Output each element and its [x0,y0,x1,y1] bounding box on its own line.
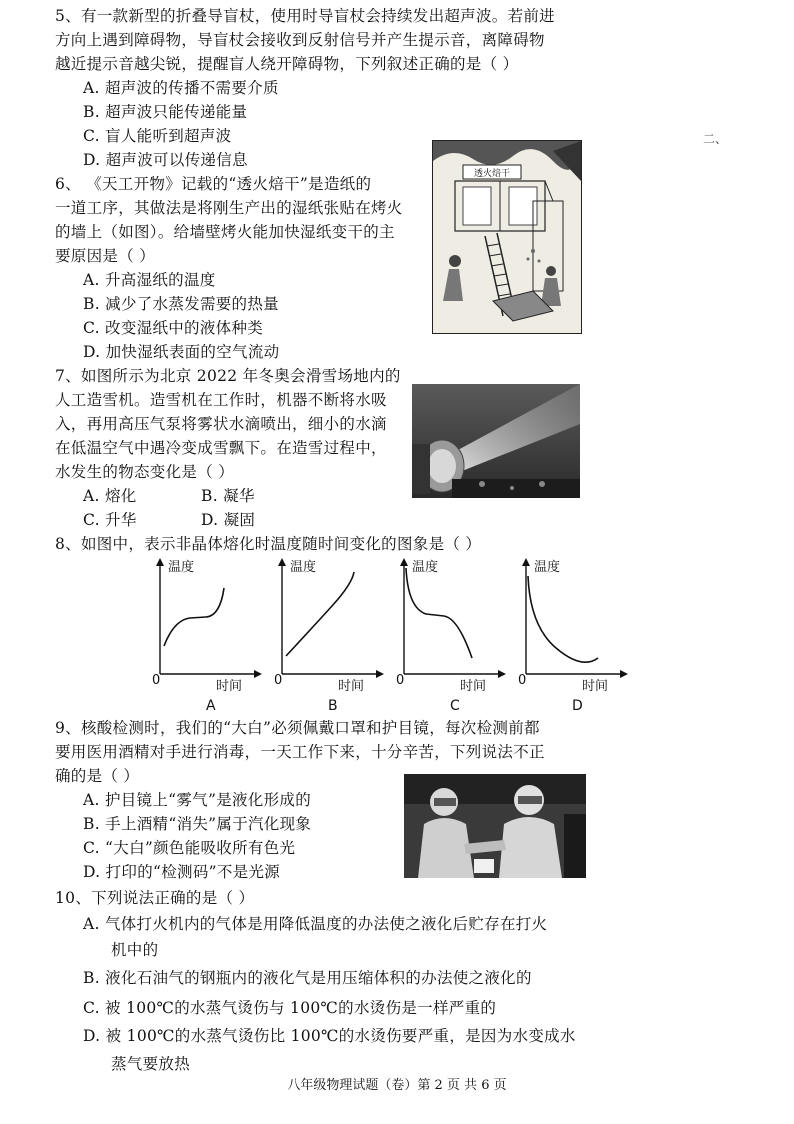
question-6 [55,172,403,364]
origin-label: 0 [396,673,405,688]
graph-c [396,558,506,714]
q7-line: 7、如图所示为北京 2022 年冬奥会滑雪场地内的 [55,367,401,385]
q7-line: 入，再用高压气泵将雾状水滴喷出，细小的水滴 [55,415,387,433]
curve [286,572,354,656]
q5-line: 方向上遇到障碍物，导盲杖会接收到反射信号并产生提示音，离障碍物 [55,31,545,49]
q9-option-a: A. 护目镜上“雾气”是液化形成的 [83,791,311,809]
graph-b [274,558,384,714]
x-axis-label: 时间 [216,679,243,694]
curve [406,568,472,658]
graph-letter: A [206,698,216,714]
q6-line: 要原因是（ ） [55,247,156,265]
x-axis-arrow [498,670,506,678]
q5-option-a: A. 超声波的传播不需要介质 [83,79,279,97]
curve [164,588,224,646]
q9-option-d: D. 打印的“检测码”不是光源 [83,863,281,881]
graph-letter: D [572,698,583,714]
origin-label: 0 [274,673,283,688]
origin-label: 0 [518,673,527,688]
snow-machine-photo [412,384,580,498]
q6-line: 的墙上（如图）。给墙壁烤火能加快湿纸变干的主 [55,223,395,241]
q10-option-d-cont: 蒸气要放热 [111,1055,191,1073]
x-axis-arrow [376,670,384,678]
q5-option-c: C. 盲人能听到超声波 [83,127,232,145]
origin-label: 0 [152,673,161,688]
q10-line: 10、下列说法正确的是（ ） [55,889,255,907]
question-10 [55,884,576,1078]
x-axis-arrow [620,670,628,678]
medical-workers-photo [404,774,586,878]
x-axis-label: 时间 [338,679,365,694]
q6-line: 一道工序，其做法是将刚生产出的湿纸张贴在烤火 [55,199,403,217]
papermaking-illustration [432,140,582,334]
y-axis-label: 温度 [290,560,317,575]
q10-option-b: B. 液化石油气的钢瓶内的液化气是用压缩体积的办法使之液化的 [83,969,532,987]
q7-option-b: B. 凝华 [201,487,255,505]
q6-option-a: A. 升高湿纸的温度 [83,271,216,289]
q6-option-b: B. 减少了水蒸发需要的热量 [83,295,279,313]
x-axis-arrow [254,670,262,678]
q5-option-b: B. 超声波只能传递能量 [83,103,248,121]
q7-options-row [55,484,401,508]
q7-options-row [55,508,401,532]
curve [528,576,598,662]
y-axis-label: 温度 [168,560,195,575]
q7-option-c: C. 升华 [83,511,137,529]
q7-option-d: D. 凝固 [201,511,256,529]
graph-letter: C [450,698,460,714]
q7-line: 水发生的物态变化是（ ） [55,463,235,481]
q10-option-c: C. 被 100℃的水蒸气烫伤与 100℃的水烫伤是一样严重的 [83,999,497,1017]
q9-line: 确的是（ ） [55,767,140,785]
q6-line: 6、 《天工开物》记载的“透火焙干”是造纸的 [55,175,372,193]
q7-option-a: A. 熔化 [83,487,137,505]
question-7 [55,364,401,532]
x-axis-label: 时间 [582,679,609,694]
q9-line: 9、核酸检测时，我们的“大白”必须佩戴口罩和护目镜，每次检测前都 [55,719,540,737]
q6-option-d: D. 加快湿纸表面的空气流动 [83,343,280,361]
page-footer: 八年级物理试题（卷）第 2 页 共 6 页 [287,1078,507,1093]
graph-a [152,558,262,714]
y-axis-arrow [400,558,408,566]
y-axis-label: 温度 [412,560,439,575]
x-axis-label: 时间 [460,679,487,694]
q5-option-d: D. 超声波可以传递信息 [83,151,248,169]
q9-line: 要用医用酒精对手进行消毒，一天工作下来，十分辛苦，下列说法不正 [55,743,545,761]
question-8 [55,532,481,556]
q5-line: 越近提示音越尖锐，提醒盲人绕开障碍物，下列叙述正确的是（ ） [55,55,519,73]
q6-option-c: C. 改变湿纸中的液体种类 [83,319,264,337]
q8-graphs [150,556,650,716]
q9-option-c: C. “大白”颜色能吸收所有色光 [83,839,296,857]
q7-line: 人工造雪机。造雪机在工作时，机器不断将水吸 [55,391,387,409]
y-axis-arrow [522,558,530,566]
q10-option-a: A. 气体打火机内的气体是用降低温度的办法使之液化后贮存在打火 [83,915,548,933]
q5-line: 5、有一款新型的折叠导盲杖，使用时导盲杖会持续发出超声波。若前进 [55,7,555,25]
q9-option-b: B. 手上酒精“消失”属于汽化现象 [83,815,312,833]
q10-option-d: D. 被 100℃的水蒸气烫伤比 100℃的水烫伤要严重，是因为水变成水 [83,1027,576,1045]
y-axis-label: 温度 [534,560,561,575]
y-axis-arrow [156,558,164,566]
figure-caption: 透火焙干 [473,169,511,179]
graph-letter: B [328,698,338,714]
q10-option-a-cont: 机中的 [111,941,159,959]
y-axis-arrow [278,558,286,566]
side-mark: 二、 [703,132,728,146]
q7-line: 在低温空气中遇冷变成雪飘下。在造雪过程中， [55,439,387,457]
q8-line: 8、如图中，表示非晶体熔化时温度随时间变化的图象是（ ） [55,535,482,553]
graph-d [518,558,628,714]
